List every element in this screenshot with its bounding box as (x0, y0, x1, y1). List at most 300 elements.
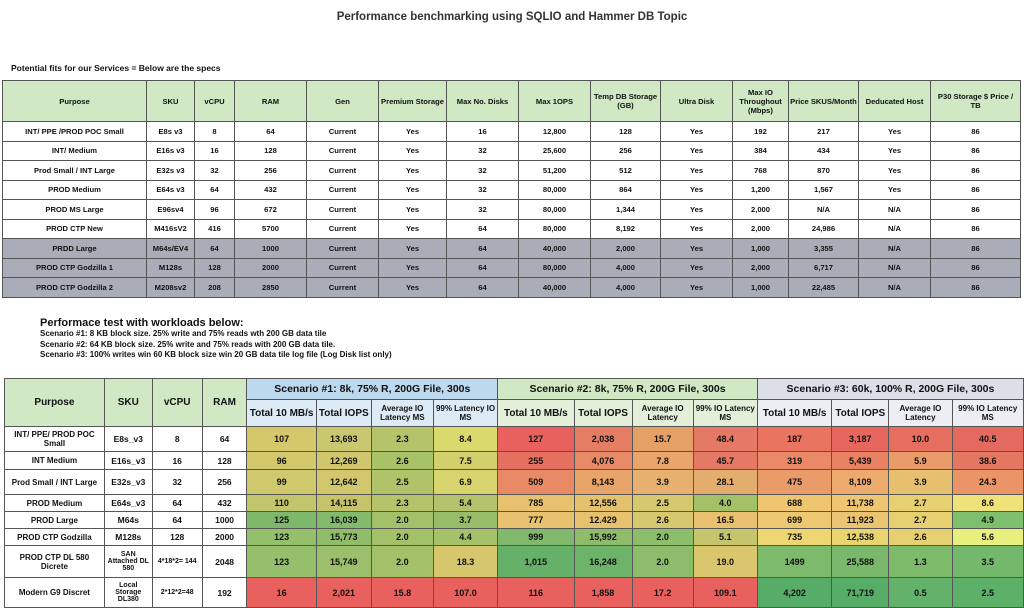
perf-value-cell: 4,076 (574, 452, 632, 470)
perf-value-cell: 509 (498, 470, 574, 495)
scenario-subheader: Total IOPS (574, 400, 632, 427)
perf-value-cell: 40.5 (952, 427, 1024, 452)
specs-cell: PROD Medium (3, 180, 147, 200)
specs-cell: E32s v3 (147, 161, 195, 181)
perf-info-cell: E16s_v3 (104, 452, 152, 470)
perf-value-cell: 127 (498, 427, 574, 452)
perf-value-cell: 12.429 (574, 512, 632, 529)
specs-cell: Current (307, 219, 379, 239)
specs-cell: 2,000 (733, 200, 789, 220)
specs-header-cell: Purpose (3, 81, 147, 122)
perf-info-cell: PROD Large (5, 512, 105, 529)
specs-cell: N/A (859, 219, 931, 239)
perf-value-cell: 18.3 (433, 546, 497, 578)
perf-value-cell: 5.6 (952, 529, 1024, 546)
specs-header-cell: Premium Storage (379, 81, 447, 122)
scenario-line: Scenario #3: 100% writes win 60 KB block size win 20 GB data tile log file (Log Disk list only) (40, 350, 392, 359)
perf-row (5, 578, 1024, 608)
perf-value-cell: 28.1 (693, 470, 757, 495)
specs-row (3, 200, 1021, 220)
perf-info-cell: 16 (152, 452, 202, 470)
scenario-subheader: Total IOPS (316, 400, 371, 427)
perf-value-cell: 11,923 (832, 512, 889, 529)
perf-value-cell: 4.4 (433, 529, 497, 546)
ram-header: RAM (202, 379, 247, 427)
scenario-subheader: 99% Latency IO MS (433, 400, 497, 427)
specs-cell: 86 (931, 122, 1021, 142)
specs-cell: 192 (733, 122, 789, 142)
perf-value-cell: 38.6 (952, 452, 1024, 470)
perf-value-cell: 8.6 (952, 495, 1024, 512)
perf-value-cell: 109.1 (693, 578, 757, 608)
specs-cell: 80,000 (519, 219, 591, 239)
specs-row (3, 141, 1021, 161)
specs-cell: 80,000 (519, 258, 591, 278)
perf-value-cell: 187 (757, 427, 831, 452)
specs-header-cell: P30 Storage $ Price / TB (931, 81, 1021, 122)
specs-cell: 64 (195, 239, 235, 259)
specs-cell: 86 (931, 239, 1021, 259)
scenario-2-header: Scenario #2: 8k, 75% R, 200G File, 300s (498, 379, 758, 400)
perf-info-cell: Modern G9 Discret (5, 578, 105, 608)
perf-info-cell: 192 (202, 578, 247, 608)
specs-cell: 1,200 (733, 180, 789, 200)
perf-value-cell: 475 (757, 470, 831, 495)
perf-value-cell: 1,015 (498, 546, 574, 578)
specs-cell: 64 (447, 239, 519, 259)
specs-cell: 64 (235, 122, 307, 142)
perf-value-cell: 123 (247, 546, 316, 578)
perf-value-cell: 2.5 (371, 470, 433, 495)
specs-header-cell: Max IO Throughout (Mbps) (733, 81, 789, 122)
specs-cell: 32 (447, 200, 519, 220)
specs-header-cell: Price SKUS/Month (789, 81, 859, 122)
specs-cell: M128s (147, 258, 195, 278)
specs-cell: 128 (195, 258, 235, 278)
perf-row (5, 470, 1024, 495)
perf-value-cell: 17.2 (632, 578, 693, 608)
perf-value-cell: 16 (247, 578, 316, 608)
specs-cell: 1,000 (733, 278, 789, 298)
scenario-3-header: Scenario #3: 60k, 100% R, 200G File, 300s (757, 379, 1023, 400)
perf-value-cell: 110 (247, 495, 316, 512)
perf-value-cell: 48.4 (693, 427, 757, 452)
perf-row (5, 512, 1024, 529)
perf-value-cell: 5.9 (889, 452, 952, 470)
specs-row (3, 219, 1021, 239)
perf-value-cell: 999 (498, 529, 574, 546)
perf-value-cell: 45.7 (693, 452, 757, 470)
specs-cell: Yes (379, 180, 447, 200)
scenario-line: Scenario #1: 8 KB block size. 25% write and 75% reads wth 200 GB data tile (40, 329, 327, 338)
perf-value-cell: 12,556 (574, 495, 632, 512)
perf-value-cell: 3,187 (832, 427, 889, 452)
scenario-subheader: Total 10 MB/s (247, 400, 316, 427)
specs-cell: 86 (931, 219, 1021, 239)
perf-value-cell: 2,038 (574, 427, 632, 452)
perf-value-cell: 15,749 (316, 546, 371, 578)
perf-value-cell: 1499 (757, 546, 831, 578)
perf-value-cell: 2.3 (371, 427, 433, 452)
specs-cell: 86 (931, 141, 1021, 161)
perf-row (5, 546, 1024, 578)
specs-cell: 32 (447, 180, 519, 200)
specs-cell: PROD CTP New (3, 219, 147, 239)
specs-cell: 5700 (235, 219, 307, 239)
perf-value-cell: 3.9 (889, 470, 952, 495)
perf-value-cell: 1.3 (889, 546, 952, 578)
specs-cell: 8,192 (591, 219, 661, 239)
specs-cell: 24,986 (789, 219, 859, 239)
perf-value-cell: 2.0 (371, 529, 433, 546)
specs-cell: M416sV2 (147, 219, 195, 239)
specs-cell: E64s v3 (147, 180, 195, 200)
specs-cell: 2850 (235, 278, 307, 298)
specs-row (3, 122, 1021, 142)
sku-header: SKU (104, 379, 152, 427)
perf-info-cell: 1000 (202, 512, 247, 529)
perf-value-cell: 25,588 (832, 546, 889, 578)
specs-cell: 80,000 (519, 200, 591, 220)
specs-cell: 32 (195, 161, 235, 181)
perf-info-cell: 64 (152, 512, 202, 529)
specs-cell: Yes (661, 219, 733, 239)
perf-info-cell: E32s_v3 (104, 470, 152, 495)
perf-info-cell: 32 (152, 470, 202, 495)
perf-info-cell: 128 (202, 452, 247, 470)
perf-value-cell: 7.5 (433, 452, 497, 470)
specs-header-cell: Max 1OPS (519, 81, 591, 122)
specs-cell: PROD MS Large (3, 200, 147, 220)
specs-cell: 256 (235, 161, 307, 181)
specs-cell: 64 (195, 180, 235, 200)
perf-value-cell: 12,269 (316, 452, 371, 470)
specs-cell: 3,355 (789, 239, 859, 259)
perf-value-cell: 107 (247, 427, 316, 452)
specs-cell: Yes (859, 161, 931, 181)
specs-cell: Current (307, 258, 379, 278)
perf-heading: Performace test with workloads below: (40, 317, 244, 329)
perf-value-cell: 15,992 (574, 529, 632, 546)
specs-cell: Yes (661, 180, 733, 200)
perf-value-cell: 2.0 (632, 529, 693, 546)
perf-value-cell: 2.0 (371, 512, 433, 529)
perf-info-cell: PROD CTP Godzilla (5, 529, 105, 546)
specs-cell: 2,000 (591, 239, 661, 259)
specs-cell: 86 (931, 161, 1021, 181)
specs-cell: 64 (447, 219, 519, 239)
specs-cell: Yes (661, 161, 733, 181)
specs-cell: 384 (733, 141, 789, 161)
specs-cell: 86 (931, 258, 1021, 278)
specs-cell: E16s v3 (147, 141, 195, 161)
specs-cell: 32 (447, 161, 519, 181)
perf-value-cell: 2,021 (316, 578, 371, 608)
specs-cell: Yes (859, 180, 931, 200)
scenario-subheader: Average IO Latency (889, 400, 952, 427)
specs-row (3, 180, 1021, 200)
specs-cell: Current (307, 122, 379, 142)
specs-cell: 4,000 (591, 278, 661, 298)
perf-info-cell: E64s_v3 (104, 495, 152, 512)
specs-cell: PROD CTP Godzilla 1 (3, 258, 147, 278)
scenario-subheader: 99% IO Latency MS (693, 400, 757, 427)
specs-header-cell: SKU (147, 81, 195, 122)
perf-value-cell: 7.8 (632, 452, 693, 470)
perf-info-cell: INT Medium (5, 452, 105, 470)
perf-value-cell: 777 (498, 512, 574, 529)
scenario-subheader: Average IO Latency (632, 400, 693, 427)
perf-value-cell: 123 (247, 529, 316, 546)
specs-header-cell: Gen (307, 81, 379, 122)
specs-cell: Yes (661, 278, 733, 298)
perf-value-cell: 99 (247, 470, 316, 495)
specs-cell: Current (307, 278, 379, 298)
page-title: Performance benchmarking using SQLIO and Hammer DB Topic (336, 11, 688, 23)
perf-info-cell: 64 (202, 427, 247, 452)
specs-cell: 1,567 (789, 180, 859, 200)
perf-info-cell: 2*12*2=48 (152, 578, 202, 608)
specs-header-cell: Ultra Disk (661, 81, 733, 122)
specs-cell: 25,600 (519, 141, 591, 161)
perf-value-cell: 14,115 (316, 495, 371, 512)
perf-value-cell: 5,439 (832, 452, 889, 470)
perf-info-cell: 128 (152, 529, 202, 546)
perf-info-cell: INT/ PPE/ PROD POC Small (5, 427, 105, 452)
specs-cell: 8 (195, 122, 235, 142)
specs-cell: 6,717 (789, 258, 859, 278)
specs-cell: Yes (661, 258, 733, 278)
scenario-subheader: Total 10 MB/s (498, 400, 574, 427)
perf-value-cell: 785 (498, 495, 574, 512)
specs-cell: Yes (379, 161, 447, 181)
perf-value-cell: 3.7 (433, 512, 497, 529)
perf-value-cell: 8,143 (574, 470, 632, 495)
specs-cell: Yes (379, 239, 447, 259)
specs-cell: Current (307, 180, 379, 200)
perf-value-cell: 255 (498, 452, 574, 470)
specs-cell: Current (307, 200, 379, 220)
specs-cell: 51,200 (519, 161, 591, 181)
specs-cell: 432 (235, 180, 307, 200)
perf-value-cell: 10.0 (889, 427, 952, 452)
perf-value-cell: 107.0 (433, 578, 497, 608)
specs-cell: Yes (379, 200, 447, 220)
scenario-subheader: Average IO Latency MS (371, 400, 433, 427)
perf-info-cell: SAN Attached DL 580 (104, 546, 152, 578)
specs-cell: Yes (661, 200, 733, 220)
perf-value-cell: 2.7 (889, 512, 952, 529)
specs-cell: 16 (195, 141, 235, 161)
perf-value-cell: 2.7 (889, 495, 952, 512)
perf-description (40, 317, 392, 361)
specs-cell: 217 (789, 122, 859, 142)
perf-value-cell: 8,109 (832, 470, 889, 495)
specs-header-cell: vCPU (195, 81, 235, 122)
perf-info-cell: PROD Medium (5, 495, 105, 512)
perf-header-row-1 (5, 379, 1024, 400)
scenario-subheader: Total 10 MB/s (757, 400, 831, 427)
specs-cell: M64s/EV4 (147, 239, 195, 259)
specs-cell: 40,000 (519, 239, 591, 259)
perf-value-cell: 24.3 (952, 470, 1024, 495)
perf-row (5, 529, 1024, 546)
specs-cell: E8s v3 (147, 122, 195, 142)
perf-value-cell: 16.5 (693, 512, 757, 529)
perf-value-cell: 15.8 (371, 578, 433, 608)
perf-value-cell: 8.4 (433, 427, 497, 452)
specs-cell: N/A (859, 200, 931, 220)
perf-value-cell: 12,642 (316, 470, 371, 495)
specs-header-cell: Max No. Disks (447, 81, 519, 122)
perf-value-cell: 699 (757, 512, 831, 529)
perf-value-cell: 2.3 (371, 495, 433, 512)
specs-cell: E96sv4 (147, 200, 195, 220)
perf-row (5, 495, 1024, 512)
specs-cell: PRDD Large (3, 239, 147, 259)
specs-row (3, 278, 1021, 298)
perf-value-cell: 4,202 (757, 578, 831, 608)
specs-cell: INT/ PPE /PROD POC Small (3, 122, 147, 142)
specs-cell: Current (307, 161, 379, 181)
perf-value-cell: 96 (247, 452, 316, 470)
specs-subtitle: Potential fits for our Services = Below are the specs (11, 63, 221, 73)
specs-cell: Current (307, 141, 379, 161)
specs-cell: 128 (591, 122, 661, 142)
perf-value-cell: 735 (757, 529, 831, 546)
perf-info-cell: M64s (104, 512, 152, 529)
specs-header-row (3, 81, 1021, 122)
specs-cell: Yes (661, 122, 733, 142)
specs-cell: M208sv2 (147, 278, 195, 298)
perf-info-cell: 8 (152, 427, 202, 452)
perf-value-cell: 319 (757, 452, 831, 470)
perf-info-cell: Prod Small / INT Large (5, 470, 105, 495)
perf-value-cell: 3.9 (632, 470, 693, 495)
perf-info-cell: 4*18*2= 144 (152, 546, 202, 578)
scenario-subheader: Total IOPS (832, 400, 889, 427)
scenario-line: Scenario #2: 64 KB block size. 25% write and 75% reads with 200 GB data tile. (40, 339, 336, 349)
perf-value-cell: 2.6 (632, 512, 693, 529)
specs-cell: 12,800 (519, 122, 591, 142)
specs-cell: PROD CTP Godzilla 2 (3, 278, 147, 298)
specs-cell: 2,000 (733, 258, 789, 278)
perf-info-cell: E8s_v3 (104, 427, 152, 452)
specs-cell: N/A (859, 278, 931, 298)
specs-cell: Yes (859, 141, 931, 161)
specs-cell: 2,000 (733, 219, 789, 239)
specs-cell: 1,344 (591, 200, 661, 220)
perf-value-cell: 5.1 (693, 529, 757, 546)
specs-cell: 96 (195, 200, 235, 220)
perf-value-cell: 2.6 (371, 452, 433, 470)
scenario-subheader: 99% IO Latency MS (952, 400, 1024, 427)
perf-value-cell: 2.5 (632, 495, 693, 512)
specs-header-cell: RAM (235, 81, 307, 122)
specs-cell: 768 (733, 161, 789, 181)
specs-cell: 256 (591, 141, 661, 161)
perf-value-cell: 16,039 (316, 512, 371, 529)
perf-value-cell: 11,738 (832, 495, 889, 512)
specs-cell: 434 (789, 141, 859, 161)
specs-cell: Yes (379, 122, 447, 142)
perf-value-cell: 4.9 (952, 512, 1024, 529)
specs-cell: 512 (591, 161, 661, 181)
perf-value-cell: 3.5 (952, 546, 1024, 578)
specs-cell: Yes (379, 258, 447, 278)
perf-value-cell: 19.0 (693, 546, 757, 578)
specs-row (3, 161, 1021, 181)
performance-table (4, 378, 1024, 608)
scenario-1-header: Scenario #1: 8k, 75% R, 200G File, 300s (247, 379, 498, 400)
perf-info-cell: 2000 (202, 529, 247, 546)
perf-info-cell: 2048 (202, 546, 247, 578)
specs-cell: 1000 (235, 239, 307, 259)
specs-cell: 128 (235, 141, 307, 161)
perf-value-cell: 16,248 (574, 546, 632, 578)
specs-cell: Yes (661, 239, 733, 259)
specs-cell: 22,485 (789, 278, 859, 298)
perf-value-cell: 13,693 (316, 427, 371, 452)
specs-cell: N/A (859, 239, 931, 259)
specs-cell: Yes (661, 141, 733, 161)
specs-cell: 32 (447, 141, 519, 161)
perf-row (5, 427, 1024, 452)
perf-value-cell: 1,858 (574, 578, 632, 608)
perf-value-cell: 71,719 (832, 578, 889, 608)
specs-cell: Yes (859, 122, 931, 142)
perf-value-cell: 116 (498, 578, 574, 608)
perf-value-cell: 2.0 (632, 546, 693, 578)
vcpu-header: vCPU (152, 379, 202, 427)
specs-row (3, 258, 1021, 278)
perf-value-cell: 12,538 (832, 529, 889, 546)
perf-row (5, 452, 1024, 470)
specs-row (3, 239, 1021, 259)
perf-value-cell: 2.6 (889, 529, 952, 546)
perf-value-cell: 688 (757, 495, 831, 512)
specs-cell: 416 (195, 219, 235, 239)
specs-header-cell: Temp DB Storage (GB) (591, 81, 661, 122)
specs-table (2, 80, 1021, 298)
perf-info-cell: PROD CTP DL 580 Dicrete (5, 546, 105, 578)
specs-cell: 86 (931, 180, 1021, 200)
specs-cell: 64 (447, 278, 519, 298)
purpose-header: Purpose (5, 379, 105, 427)
specs-cell: Yes (379, 219, 447, 239)
perf-info-cell: M128s (104, 529, 152, 546)
specs-cell: 2000 (235, 258, 307, 278)
perf-value-cell: 15.7 (632, 427, 693, 452)
perf-value-cell: 0.5 (889, 578, 952, 608)
specs-cell: N/A (789, 200, 859, 220)
specs-cell: 80,000 (519, 180, 591, 200)
specs-cell: 86 (931, 200, 1021, 220)
specs-cell: 1,000 (733, 239, 789, 259)
specs-header-cell: Deducated Host (859, 81, 931, 122)
specs-cell: Prod Small / INT Large (3, 161, 147, 181)
perf-value-cell: 125 (247, 512, 316, 529)
perf-info-cell: 432 (202, 495, 247, 512)
specs-cell: 864 (591, 180, 661, 200)
specs-cell: 16 (447, 122, 519, 142)
perf-value-cell: 15,773 (316, 529, 371, 546)
perf-info-cell: Local Storage DL380 (104, 578, 152, 608)
specs-cell: 40,000 (519, 278, 591, 298)
specs-cell: Current (307, 239, 379, 259)
perf-info-cell: 256 (202, 470, 247, 495)
perf-value-cell: 4.0 (693, 495, 757, 512)
